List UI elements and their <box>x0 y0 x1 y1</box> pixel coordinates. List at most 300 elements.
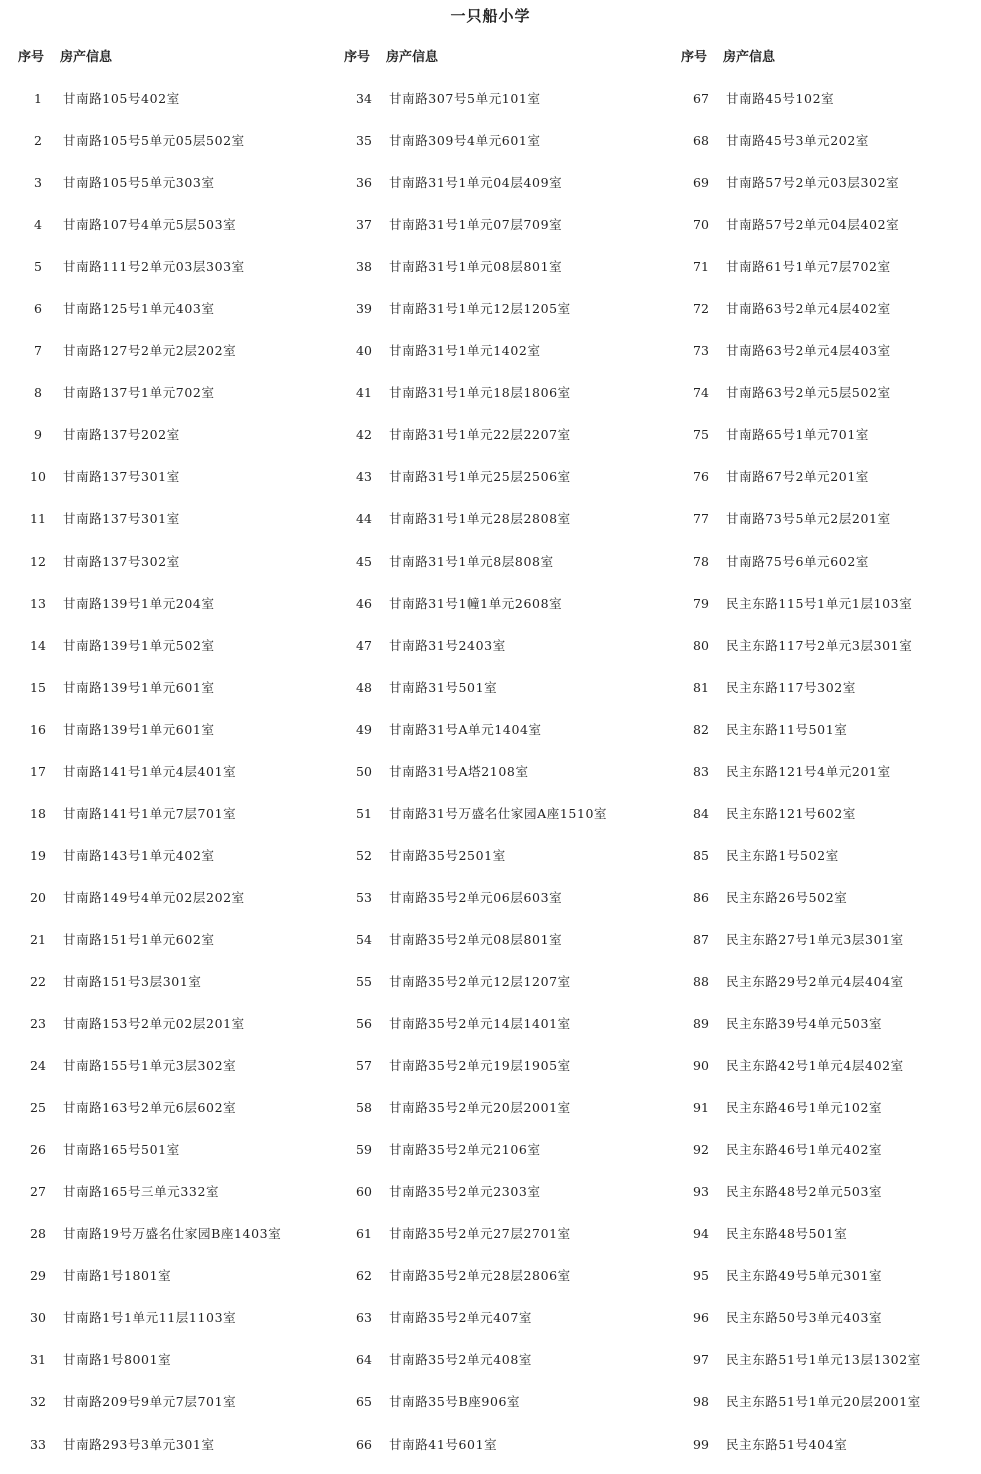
row-number: 1 <box>34 91 42 106</box>
property-info: 民主东路11号501室 <box>726 721 848 737</box>
table-row <box>681 464 971 506</box>
row-number: 67 <box>693 91 709 106</box>
table-row <box>18 1011 318 1053</box>
property-info: 甘南路35号2501室 <box>389 847 506 863</box>
property-info: 甘南路35号2单元08层801室 <box>389 931 563 947</box>
column-2 <box>344 44 664 1474</box>
property-info: 民主东路117号302室 <box>726 679 856 695</box>
row-number: 36 <box>356 175 372 191</box>
row-number: 5 <box>34 259 42 275</box>
table-row <box>344 675 664 717</box>
row-number: 32 <box>30 1394 46 1410</box>
row-number: 9 <box>34 427 42 443</box>
table-row <box>344 254 664 296</box>
property-info: 甘南路35号2单元28层2806室 <box>389 1268 571 1284</box>
table-row <box>18 1179 318 1221</box>
property-info: 民主东路29号2单元4层404室 <box>726 973 904 989</box>
table-row <box>344 1221 664 1263</box>
table-row <box>344 422 664 464</box>
property-info: 甘南路105号402室 <box>63 91 180 106</box>
table-row <box>681 1221 971 1263</box>
property-info: 甘南路139号1单元601室 <box>63 721 215 737</box>
row-number: 77 <box>693 511 709 527</box>
table-row <box>18 1305 318 1347</box>
table-row <box>18 1263 318 1305</box>
table-row <box>18 380 318 422</box>
row-number: 44 <box>356 511 372 527</box>
table-row <box>18 254 318 296</box>
table-row <box>18 1137 318 1179</box>
row-number: 97 <box>693 1352 709 1368</box>
row-list <box>18 86 318 1474</box>
property-info: 民主东路51号1单元13层1302室 <box>726 1352 921 1368</box>
table-row <box>681 717 971 759</box>
row-number: 83 <box>693 763 709 779</box>
property-info: 甘南路41号601室 <box>389 1436 498 1452</box>
property-info: 甘南路31号1单元04层409室 <box>389 175 563 191</box>
row-number: 52 <box>356 847 372 863</box>
row-number: 2 <box>34 133 42 149</box>
row-number: 87 <box>693 931 709 947</box>
property-info: 民主东路48号2单元503室 <box>726 1184 883 1200</box>
table-row <box>681 1053 971 1095</box>
table-row <box>344 506 664 548</box>
row-number: 65 <box>356 1394 372 1410</box>
table-row <box>344 1263 664 1305</box>
row-number: 79 <box>693 595 709 611</box>
row-number: 12 <box>30 553 46 569</box>
property-info: 民主东路51号404室 <box>726 1436 848 1452</box>
row-number: 78 <box>693 553 709 569</box>
property-info: 甘南路35号B座906室 <box>389 1394 521 1410</box>
property-info: 甘南路127号2单元2层202室 <box>63 343 237 359</box>
table-row <box>18 801 318 843</box>
row-number: 92 <box>693 1142 709 1158</box>
table-row <box>681 549 971 591</box>
row-number: 71 <box>693 259 709 275</box>
row-number: 7 <box>34 343 42 359</box>
property-info: 民主东路115号1单元1层103室 <box>726 595 913 611</box>
property-info: 甘南路151号3层301室 <box>63 973 202 989</box>
row-number: 54 <box>356 931 372 947</box>
table-row <box>681 338 971 380</box>
property-info: 甘南路19号万盛名仕家园B座1403室 <box>63 1226 282 1242</box>
row-number: 42 <box>356 427 372 443</box>
row-number: 68 <box>693 133 709 149</box>
property-info: 甘南路67号2单元201室 <box>726 469 870 485</box>
row-number: 3 <box>34 175 42 191</box>
column-1 <box>18 44 318 1474</box>
table-row <box>344 128 664 170</box>
row-number: 39 <box>356 301 372 317</box>
property-info: 甘南路31号1单元18层1806室 <box>389 385 571 401</box>
property-info: 民主东路42号1单元4层402室 <box>726 1058 904 1074</box>
row-number: 80 <box>693 637 709 653</box>
table-row <box>344 338 664 380</box>
row-number: 94 <box>693 1226 709 1242</box>
table-row <box>681 170 971 212</box>
property-info: 民主东路117号2单元3层301室 <box>726 637 913 653</box>
row-number: 16 <box>30 721 46 737</box>
property-info: 甘南路137号302室 <box>63 553 180 569</box>
row-number: 10 <box>30 469 46 485</box>
table-row <box>18 1347 318 1389</box>
property-info: 民主东路49号5单元301室 <box>726 1268 883 1284</box>
property-info: 甘南路149号4单元02层202室 <box>63 889 245 905</box>
property-info: 甘南路35号2单元408室 <box>389 1352 533 1368</box>
row-number: 95 <box>693 1268 709 1284</box>
table-row <box>344 1011 664 1053</box>
property-info: 甘南路137号301室 <box>63 511 180 527</box>
property-info: 民主东路48号501室 <box>726 1226 848 1242</box>
row-number: 40 <box>356 343 372 359</box>
row-number: 61 <box>356 1226 372 1242</box>
table-row <box>18 464 318 506</box>
table-row <box>344 885 664 927</box>
property-info: 甘南路31号1单元08层801室 <box>389 259 563 275</box>
property-info: 甘南路31号1幢1单元2608室 <box>389 595 563 611</box>
row-number: 69 <box>693 175 709 191</box>
table-header <box>344 44 664 72</box>
row-number: 82 <box>693 721 709 737</box>
property-info: 甘南路165号三单元332室 <box>63 1184 220 1200</box>
property-info: 甘南路1号8001室 <box>63 1352 172 1368</box>
property-info: 甘南路105号5单元303室 <box>63 175 215 191</box>
row-number: 20 <box>30 889 46 905</box>
row-number: 72 <box>693 301 709 317</box>
row-number: 24 <box>30 1058 46 1074</box>
row-number: 17 <box>30 763 46 779</box>
table-row <box>681 759 971 801</box>
property-info: 甘南路57号2单元04层402室 <box>726 217 900 233</box>
table-row <box>344 801 664 843</box>
row-number: 57 <box>356 1058 372 1074</box>
table-row <box>681 1263 971 1305</box>
property-info: 甘南路309号4单元601室 <box>389 133 541 149</box>
table-row <box>681 969 971 1011</box>
table-row <box>681 1305 971 1347</box>
property-info: 甘南路165号501室 <box>63 1142 180 1158</box>
table-row <box>681 296 971 338</box>
property-info: 甘南路35号2单元19层1905室 <box>389 1058 571 1074</box>
property-info: 甘南路139号1单元204室 <box>63 595 215 611</box>
property-info: 甘南路111号2单元03层303室 <box>63 259 245 275</box>
property-info: 甘南路137号301室 <box>63 469 180 485</box>
table-row <box>18 296 318 338</box>
property-info: 甘南路1号1801室 <box>63 1268 172 1284</box>
property-info: 甘南路35号2单元2106室 <box>389 1142 541 1158</box>
table-row <box>18 338 318 380</box>
header-no: 序号 <box>681 50 708 65</box>
property-info: 甘南路35号2单元407室 <box>389 1310 533 1326</box>
property-info: 甘南路137号202室 <box>63 427 180 443</box>
property-info: 甘南路31号万盛名仕家园A座1510室 <box>389 805 608 821</box>
row-number: 56 <box>356 1016 372 1032</box>
table-row <box>18 422 318 464</box>
row-number: 14 <box>30 637 46 653</box>
row-number: 49 <box>356 721 372 737</box>
table-row <box>344 1389 664 1431</box>
table-row <box>681 801 971 843</box>
header-no: 序号 <box>344 50 371 65</box>
header-no: 序号 <box>18 50 45 65</box>
row-number: 35 <box>356 133 372 149</box>
property-info: 甘南路31号1单元1402室 <box>389 343 541 359</box>
row-number: 66 <box>356 1436 372 1452</box>
row-number: 41 <box>356 385 372 401</box>
table-row <box>18 969 318 1011</box>
property-info: 民主东路121号602室 <box>726 805 856 821</box>
table-row <box>681 885 971 927</box>
row-number: 75 <box>693 427 709 443</box>
row-number: 27 <box>30 1184 46 1200</box>
row-number: 8 <box>34 385 42 401</box>
table-row <box>18 1221 318 1263</box>
property-info: 民主东路46号1单元402室 <box>726 1142 883 1158</box>
table-row <box>344 86 664 128</box>
row-number: 98 <box>693 1394 709 1410</box>
row-number: 63 <box>356 1310 372 1326</box>
row-number: 4 <box>34 217 42 233</box>
table-row <box>344 717 664 759</box>
table-row <box>344 633 664 675</box>
property-info: 甘南路63号2单元4层402室 <box>726 301 891 317</box>
property-info: 甘南路143号1单元402室 <box>63 847 215 863</box>
table-row <box>18 170 318 212</box>
property-info: 甘南路31号501室 <box>389 679 498 695</box>
table-row <box>681 633 971 675</box>
row-number: 33 <box>30 1436 46 1452</box>
property-info: 甘南路141号1单元4层401室 <box>63 763 237 779</box>
property-info: 甘南路63号2单元4层403室 <box>726 343 891 359</box>
row-list <box>681 86 971 1474</box>
row-number: 58 <box>356 1100 372 1116</box>
table-row <box>681 128 971 170</box>
table-row <box>344 759 664 801</box>
row-number: 11 <box>30 511 46 527</box>
row-number: 62 <box>356 1268 372 1284</box>
row-number: 22 <box>30 973 46 989</box>
table-row <box>18 843 318 885</box>
property-info: 甘南路153号2单元02层201室 <box>63 1016 245 1032</box>
table-row <box>344 1305 664 1347</box>
row-number: 51 <box>356 805 372 821</box>
table-row <box>344 927 664 969</box>
row-number: 70 <box>693 217 709 233</box>
table-row <box>681 1432 971 1474</box>
table-row <box>681 1095 971 1137</box>
row-number: 90 <box>693 1058 709 1074</box>
property-info: 甘南路137号1单元702室 <box>63 385 215 401</box>
row-number: 28 <box>30 1226 46 1242</box>
page-title: 一只船小学 <box>450 7 531 25</box>
row-number: 53 <box>356 889 372 905</box>
header-info: 房产信息 <box>386 50 439 65</box>
property-info: 甘南路35号2单元06层603室 <box>389 889 563 905</box>
column-3 <box>681 44 971 1474</box>
property-info: 甘南路45号102室 <box>726 91 835 106</box>
row-number: 59 <box>356 1142 372 1158</box>
row-number: 13 <box>30 595 46 611</box>
row-number: 88 <box>693 973 709 989</box>
table-row <box>344 464 664 506</box>
table-row <box>344 1432 664 1474</box>
property-info: 甘南路31号2403室 <box>389 637 506 653</box>
row-number: 25 <box>30 1100 46 1116</box>
table-row <box>18 128 318 170</box>
table-row <box>18 212 318 254</box>
property-info: 民主东路50号3单元403室 <box>726 1310 883 1326</box>
table-row <box>344 1137 664 1179</box>
table-header <box>681 44 971 72</box>
row-number: 37 <box>356 217 372 233</box>
row-number: 89 <box>693 1016 709 1032</box>
table-row <box>681 1179 971 1221</box>
property-info: 民主东路39号4单元503室 <box>726 1016 883 1032</box>
property-info: 甘南路155号1单元3层302室 <box>63 1058 237 1074</box>
row-number: 46 <box>356 595 372 611</box>
row-number: 47 <box>356 637 372 653</box>
row-number: 74 <box>693 385 709 401</box>
row-number: 45 <box>356 553 372 569</box>
row-number: 6 <box>34 301 42 317</box>
property-info: 甘南路209号9单元7层701室 <box>63 1394 237 1410</box>
property-info: 甘南路45号3单元202室 <box>726 133 870 149</box>
row-number: 15 <box>30 679 46 695</box>
property-info: 民主东路51号1单元20层2001室 <box>726 1394 921 1410</box>
property-info: 甘南路31号1单元28层2808室 <box>389 511 571 527</box>
property-info: 甘南路125号1单元403室 <box>63 301 215 317</box>
property-info: 甘南路61号1单元7层702室 <box>726 259 891 275</box>
row-number: 85 <box>693 847 709 863</box>
row-number: 50 <box>356 763 372 779</box>
table-row <box>18 633 318 675</box>
row-number: 43 <box>356 469 372 485</box>
table-row <box>681 254 971 296</box>
property-info: 甘南路141号1单元7层701室 <box>63 805 237 821</box>
table-row <box>681 927 971 969</box>
property-info: 民主东路121号4单元201室 <box>726 763 891 779</box>
property-info: 民主东路27号1单元3层301室 <box>726 931 904 947</box>
table-row <box>681 422 971 464</box>
row-number: 86 <box>693 889 709 905</box>
row-number: 99 <box>693 1436 709 1452</box>
property-info: 甘南路35号2单元20层2001室 <box>389 1100 571 1116</box>
table-row <box>681 86 971 128</box>
row-number: 93 <box>693 1184 709 1200</box>
header-info: 房产信息 <box>60 50 113 65</box>
row-list <box>344 86 664 1474</box>
row-number: 38 <box>356 259 372 275</box>
table-row <box>681 843 971 885</box>
row-number: 91 <box>693 1100 709 1116</box>
property-info: 甘南路57号2单元03层302室 <box>726 175 900 191</box>
table-row <box>681 212 971 254</box>
property-info: 甘南路35号2单元27层2701室 <box>389 1226 571 1242</box>
row-number: 76 <box>693 469 709 485</box>
table-row <box>18 1095 318 1137</box>
property-info: 甘南路63号2单元5层502室 <box>726 385 891 401</box>
table-row <box>18 885 318 927</box>
row-number: 34 <box>356 91 372 106</box>
property-info: 甘南路31号1单元12层1205室 <box>389 301 571 317</box>
table-row <box>344 1095 664 1137</box>
table-row <box>344 1179 664 1221</box>
property-info: 甘南路293号3单元301室 <box>63 1436 215 1452</box>
table-row <box>681 506 971 548</box>
table-row <box>344 549 664 591</box>
row-number: 81 <box>693 679 709 695</box>
table-row <box>18 1389 318 1431</box>
table-row <box>18 591 318 633</box>
row-number: 18 <box>30 805 46 821</box>
property-info: 民主东路1号502室 <box>726 847 839 863</box>
header-info: 房产信息 <box>723 50 776 65</box>
property-info: 甘南路105号5单元05层502室 <box>63 133 245 149</box>
property-info: 甘南路139号1单元601室 <box>63 679 215 695</box>
row-number: 73 <box>693 343 709 359</box>
property-info: 甘南路307号5单元101室 <box>389 91 541 106</box>
table-row <box>681 1389 971 1431</box>
table-row <box>681 1347 971 1389</box>
table-row <box>344 969 664 1011</box>
row-number: 96 <box>693 1310 709 1326</box>
table-header <box>18 44 318 72</box>
property-info: 甘南路139号1单元502室 <box>63 637 215 653</box>
table-row <box>344 296 664 338</box>
property-info: 甘南路65号1单元701室 <box>726 427 870 443</box>
property-info: 甘南路31号1单元25层2506室 <box>389 469 571 485</box>
property-info: 甘南路35号2单元14层1401室 <box>389 1016 571 1032</box>
row-number: 31 <box>30 1352 46 1368</box>
row-number: 48 <box>356 679 372 695</box>
property-info: 甘南路163号2单元6层602室 <box>63 1100 237 1116</box>
table-row <box>344 591 664 633</box>
table-row <box>18 759 318 801</box>
property-info: 民主东路46号1单元102室 <box>726 1100 883 1116</box>
row-number: 23 <box>30 1016 46 1032</box>
property-info: 甘南路35号2单元12层1207室 <box>389 973 571 989</box>
property-info: 甘南路107号4单元5层503室 <box>63 217 237 233</box>
property-info: 民主东路26号502室 <box>726 889 848 905</box>
property-info: 甘南路75号6单元602室 <box>726 553 870 569</box>
table-row <box>344 1347 664 1389</box>
row-number: 19 <box>30 847 46 863</box>
property-info: 甘南路31号1单元22层2207室 <box>389 427 571 443</box>
table-row <box>18 1053 318 1095</box>
table-row <box>18 549 318 591</box>
row-number: 60 <box>356 1184 372 1200</box>
table-row <box>681 1137 971 1179</box>
table-row <box>681 675 971 717</box>
property-info: 甘南路1号1单元11层1103室 <box>63 1310 237 1326</box>
table-row <box>681 1011 971 1053</box>
table-row <box>18 675 318 717</box>
table-row <box>344 1053 664 1095</box>
property-info: 甘南路31号A单元1404室 <box>389 721 542 737</box>
row-number: 84 <box>693 805 709 821</box>
table-row <box>18 86 318 128</box>
row-number: 26 <box>30 1142 46 1158</box>
table-row <box>681 380 971 422</box>
table-row <box>344 843 664 885</box>
row-number: 30 <box>30 1310 46 1326</box>
table-row <box>18 927 318 969</box>
row-number: 21 <box>30 931 46 947</box>
property-info: 甘南路73号5单元2层201室 <box>726 511 891 527</box>
table-row <box>681 591 971 633</box>
row-number: 55 <box>356 973 372 989</box>
